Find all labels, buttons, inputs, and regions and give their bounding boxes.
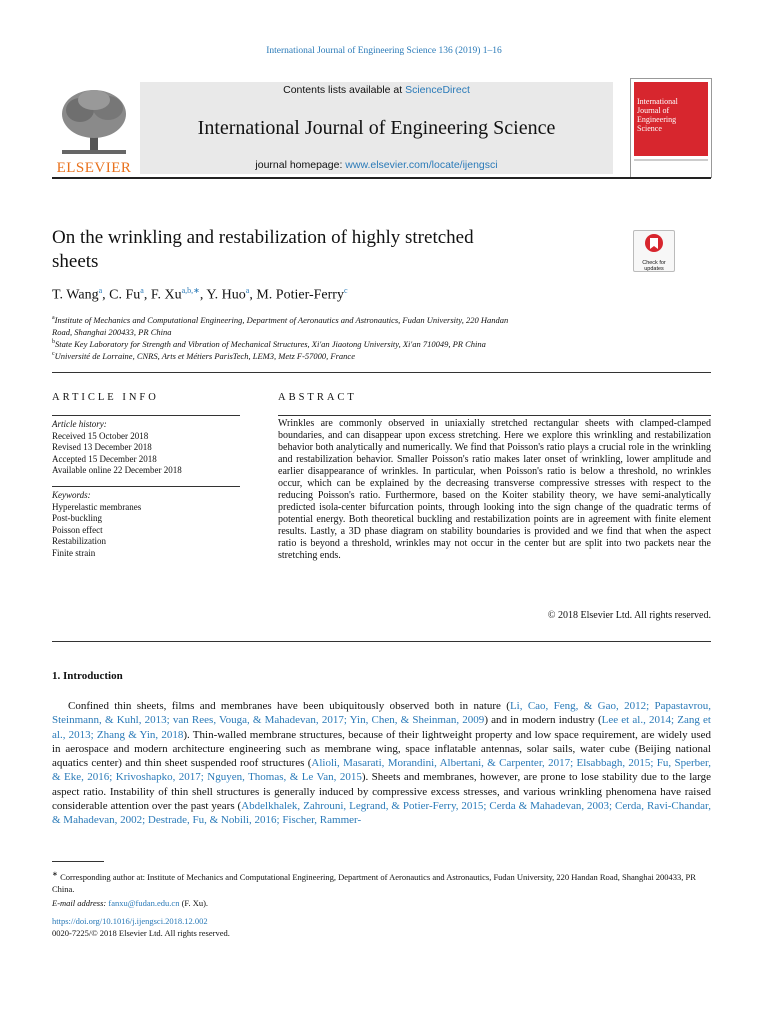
author-affiliation-mark[interactable]: a — [245, 286, 250, 295]
publisher-name: ELSEVIER — [56, 160, 132, 176]
cover-line: Journal of — [637, 106, 670, 115]
running-header[interactable]: International Journal of Engineering Science 136 (2019) 1–16 — [266, 46, 502, 56]
email-suffix: (F. Xu). — [179, 897, 209, 908]
contents-prefix: Contents lists available at — [283, 84, 406, 96]
abstract-heading: ABSTRACT — [278, 392, 357, 403]
section-rule — [52, 372, 711, 373]
citation-link[interactable]: Li, Cao, Feng, & Gao, 2012; Papastavrou, Steinmann, & Kuhl, 2013; van Rees, Vouga, & Mahadevan, 2017; Yin, Chen, & Sheinman, 2009 — [52, 700, 712, 727]
affiliation-text: Institute of Mechanics and Computational Engineering, Department of Aeronautics and Astronautics, Fudan University, 220 Handan — [54, 314, 509, 325]
affiliation-mark: c — [52, 351, 55, 357]
history-item: Accepted 15 December 2018 — [52, 453, 157, 464]
history-item: Available online 22 December 2018 — [52, 465, 182, 475]
body-text: ). Sheets and membranes, however, are prone to lose stability due to the large aspect ratio. Instability of thin shell structures is generally induced by compressive excess stresses, and various wrinkling phenomena have raised considerable attention over the past years ( — [52, 771, 711, 813]
author-affiliation-mark[interactable]: a,b,∗ — [181, 286, 200, 295]
elsevier-logo — [52, 82, 136, 176]
author-affiliation-mark[interactable]: a — [98, 286, 103, 295]
body-text: ) and in modern industry ( — [484, 714, 602, 727]
citation-link[interactable]: Abdelkhalek, Zahrouni, Legrand, & Potier-Ferry, 2015; Cerda & Mahadevan, 2003; Cerda, Ravi-Chandar, & Mahadevan, 2002; Destrade, Fu, & Nobili, 2016; Fischer, Rammer- — [52, 800, 711, 827]
keyword: Post-buckling — [52, 513, 103, 523]
history-label: Article history: — [52, 419, 107, 429]
abstract-rule — [278, 415, 711, 416]
article-info-heading: ARTICLE INFO — [52, 392, 159, 403]
author-affiliation-mark[interactable]: c — [343, 286, 348, 295]
header-rule — [52, 177, 711, 179]
abstract-text: Wrinkles are commonly observed in uniaxially stretched rectangular sheets with clamped-clamped boundaries, and can disappear upon excess stretching. Here we explore this wrinkling and restabilization behavior both analytically and numerically. We find that Poisson's ratio plays a crucial role in the wrinkling and restabilization behavior. Smaller Poisson's ratio makes later onset of wrinkling, lower amplitude and earlier disappearance of wrinkles. In particular, when Poisson's ratio is below a threshold, no wrinkles occur, which can be explained by the decreasing transverse compressive stresses with respect to the reducing Poisson's ratio. Furthermore, based on the Koiter stability theory, we have semi-analytically predicted isola-center bifurcation points, through looking into the sign change of the quadratic terms of potential energy. Both theoretical buckling and restabilization points are in agreement with finite element results. Lastly, a 3D phase diagram on stability boundaries is provided and we find that when the aspect ratio is beyond a threshold, wrinkles may not occur in the center but are split into two packets near the stretching ends. — [278, 418, 711, 561]
affiliation-text: Université de Lorraine, CNRS, Arts et Métiers ParisTech, LEM3, Metz F-57000, France — [54, 350, 355, 361]
author-name: C. Fu — [109, 287, 141, 303]
article-title-line: On the wrinkling and restabilization of highly stretched — [52, 227, 474, 248]
check-updates-line: updates — [644, 266, 664, 272]
contents-line — [140, 84, 613, 96]
affiliation-mark: b — [52, 339, 55, 345]
homepage-prefix: journal homepage: — [255, 159, 346, 171]
abstract-copyright: © 2018 Elsevier Ltd. All rights reserved. — [547, 610, 711, 621]
author-affiliation-mark[interactable]: a — [140, 286, 144, 295]
section-rule — [52, 641, 711, 642]
bookmark-icon — [634, 231, 674, 255]
check-updates-line: Check for — [642, 260, 666, 266]
section-heading: 1. Introduction — [52, 670, 123, 682]
history-item: Revised 13 December 2018 — [52, 442, 152, 452]
intro-paragraph — [52, 699, 711, 828]
check-updates-label — [634, 260, 674, 272]
keyword: Finite strain — [52, 547, 96, 558]
body-text: Confined thin sheets, films and membranes have been ubiquitously observed both in nature ( — [68, 700, 510, 712]
article-title — [52, 226, 572, 274]
journal-title: International Journal of Engineering Science — [197, 117, 556, 139]
affiliation — [52, 348, 612, 362]
email-link[interactable]: fanxu@fudan.edu.cn — [108, 897, 180, 908]
check-for-updates-button[interactable] — [633, 230, 675, 272]
email-line — [52, 897, 711, 909]
keyword: Hyperelastic membranes — [52, 501, 142, 512]
author-list: T. Wang$^a$, C. Fu$^a$, F. $Xu^{a,b,∗}$, Y. Huo$^a$, M. Potier-Ferry$^c$ — [52, 286, 348, 303]
sciencedirect-link[interactable]: ScienceDirect — [405, 84, 470, 96]
keywords-label: Keywords: — [52, 490, 91, 500]
author-name: Y. Huo — [206, 287, 246, 303]
footnote — [52, 868, 711, 939]
history-item: Received 15 October 2018 — [52, 430, 149, 441]
affiliation-text: Road, Shanghai 200433, PR China — [52, 326, 172, 337]
citation-link[interactable]: Lee et al., 2014; Zang et al., 2013; Zhang & Yin, 2018 — [52, 714, 711, 741]
citation-link[interactable]: Alioli, Masarati, Morandini, Albertani, & Carpenter, 2017; Elsabbagh, 2015; Fu, Sperber, & Eke, 2016; Krivoshapko, 2017; Nguyen, Thomas, & Le Van, 2015 — [52, 757, 712, 784]
footnote-text: Corresponding author at: Institute of Mechanics and Computational Engineering, Department of Aeronautics and Astronautics, Fudan University, 220 Handan Road, Shanghai 200433, PR China. — [52, 871, 696, 894]
author-name: M. Potier-Ferry — [256, 287, 344, 303]
doi-line — [52, 915, 711, 927]
doi-link[interactable]: https://doi.org/10.1016/j.ijengsci.2018.12.002 — [52, 915, 208, 926]
corresponding-author-note — [52, 868, 711, 895]
affiliation-mark: a — [52, 315, 55, 321]
info-rule — [52, 415, 240, 416]
homepage-link[interactable]: www.elsevier.com/locate/ijengsci — [345, 159, 498, 171]
author-name: T. Wang — [52, 287, 99, 303]
keyword: Restabilization — [52, 536, 106, 546]
email-label: E-mail address: — [52, 897, 109, 908]
cover-title — [637, 97, 678, 133]
keyword: Poisson effect — [52, 524, 103, 535]
affiliation-text: State Key Laboratory for Strength and Vibration of Mechanical Structures, Xi'an Jiaotong University, Xi'an 710049, PR China — [55, 338, 486, 349]
cover-line: Science — [637, 124, 662, 133]
article-title-line: sheets — [52, 251, 99, 272]
cover-line: Engineering — [637, 115, 677, 124]
homepage-line — [140, 159, 613, 171]
info-rule — [52, 486, 240, 487]
journal-cover[interactable] — [630, 78, 712, 178]
cover-divider — [634, 159, 708, 161]
issn-line: 0020-7225/© 2018 Elsevier Ltd. All rights reserved. — [52, 927, 230, 938]
article-history — [52, 419, 240, 477]
journal-banner — [140, 82, 613, 174]
footnote-rule — [52, 861, 104, 862]
footnote-mark: ∗ — [52, 870, 58, 878]
author-name: F. Xu — [150, 287, 182, 303]
body-text: ). Thin-walled membrane structures, because of their lightweight property and low space requirement, are widely used in aerospace and modern architecture engineering such as membrane wing, space inflatable antennas, solar sails, water cube (Beijing national aquatics center) and thin sheet suspended roof structures ( — [52, 728, 711, 770]
keywords — [52, 490, 240, 559]
affiliation — [52, 312, 612, 338]
cover-line: International — [637, 97, 678, 106]
